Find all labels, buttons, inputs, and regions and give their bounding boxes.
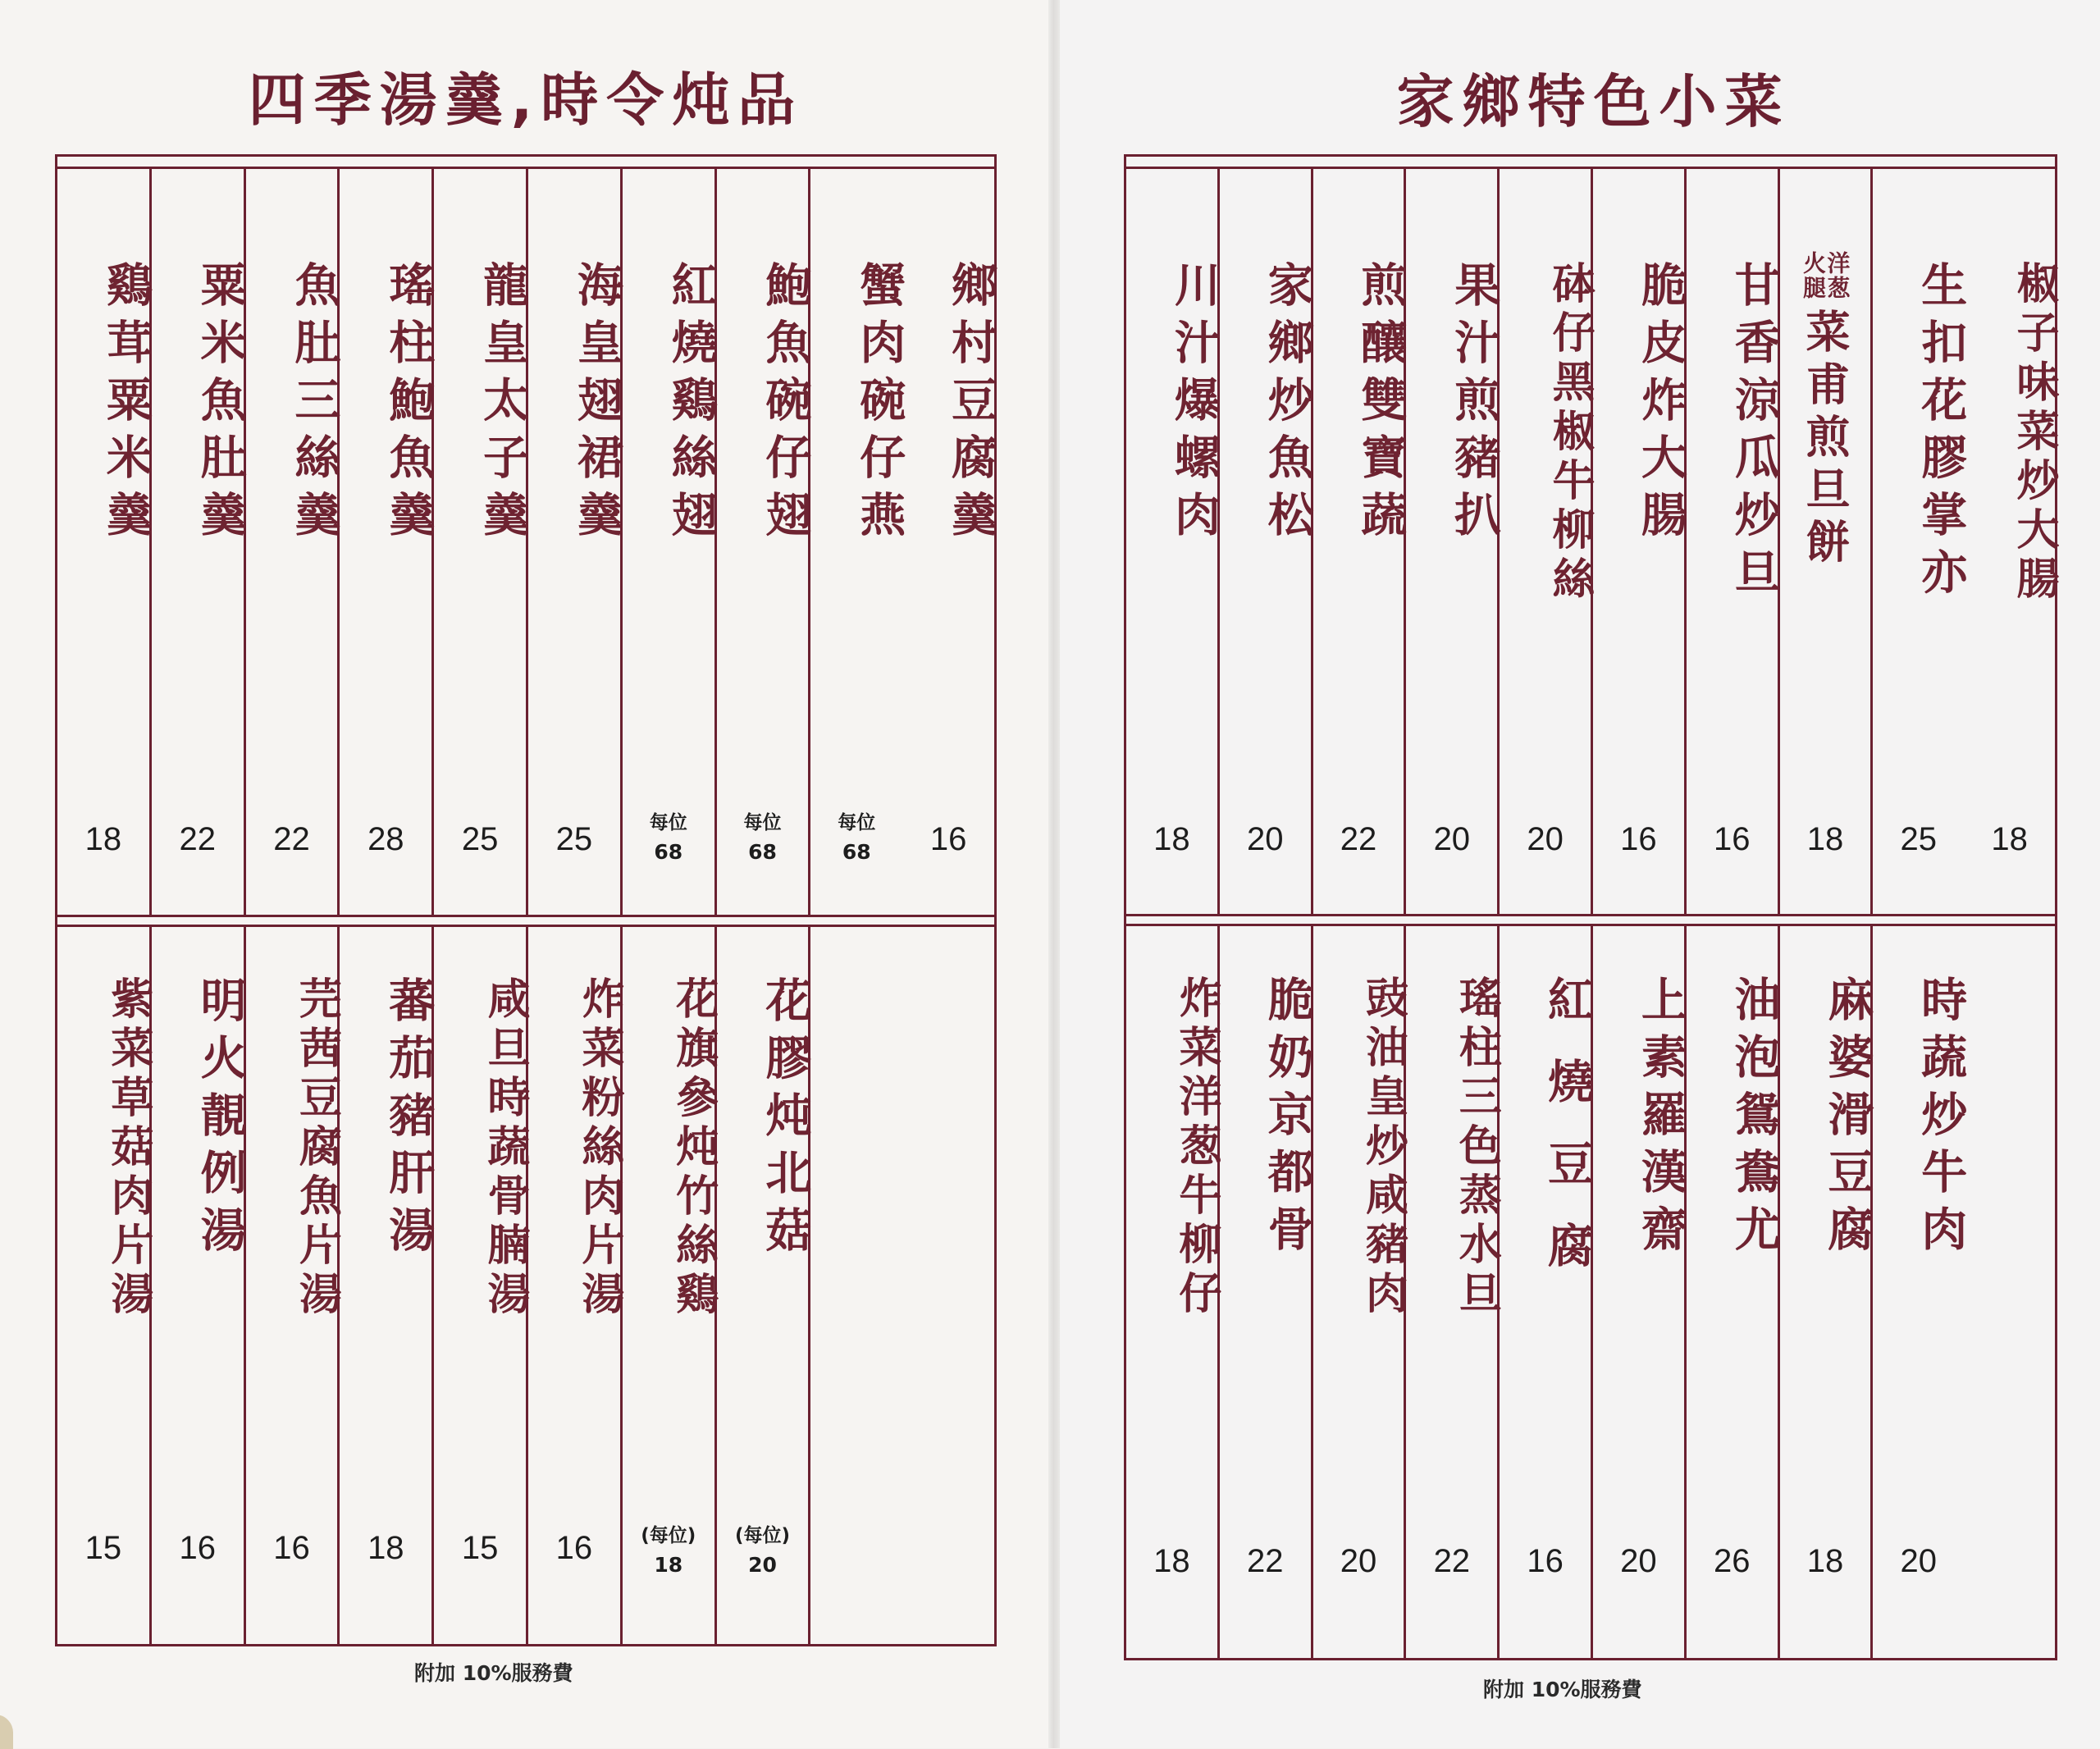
menu-item-column: [1684, 926, 1782, 1658]
menu-item-column: [1311, 169, 1408, 914]
menu-item-column: [714, 927, 813, 1644]
page-title: 四季湯羹,時令炖品: [248, 66, 804, 134]
menu-item-column: [902, 927, 994, 1644]
menu-item-column: [1870, 169, 1969, 914]
menu-item-name: 甘香涼瓜炒旦: [1727, 261, 1782, 605]
menu-item-name: 脆皮炸大腸: [1633, 261, 1688, 548]
menu-item-name: 煎釀雙寶蔬: [1354, 261, 1408, 548]
menu-table: [55, 154, 997, 1646]
menu-item-column: [431, 169, 531, 915]
menu-item-name: 蕃茄豬肝湯: [381, 976, 436, 1263]
menu-item-column: [1964, 169, 2059, 914]
menu-item-name: 龍皇太子羹: [476, 261, 531, 548]
menu-item-column: [1404, 926, 1502, 1658]
menu-item-price: 20: [1246, 821, 1284, 857]
menu-item-prefix: [1801, 251, 1850, 300]
menu-item-price: 18: [1153, 821, 1190, 857]
menu-item-price: 18: [1806, 821, 1844, 857]
menu-section-lower: [1126, 926, 2055, 1658]
menu-item-name: 魚肚三絲羹: [287, 261, 342, 548]
menu-item-name: 鄉村豆腐羹: [944, 261, 998, 548]
price-note: 每位: [649, 812, 687, 833]
menu-item-name: 瑤柱三色蒸水旦: [1451, 975, 1502, 1320]
section-divider: [1126, 914, 2055, 916]
menu-item-column: [57, 927, 153, 1644]
menu-item-name: 家鄉炒魚松: [1260, 261, 1315, 548]
menu-item-name: 鮑魚碗仔翅: [758, 261, 813, 548]
menu-item-column: [244, 927, 342, 1644]
menu-item-column: [1126, 169, 1221, 914]
price-note: (每位): [734, 1525, 791, 1546]
menu-item-column: [1964, 926, 2055, 1658]
menu-section-upper: [1126, 169, 2059, 914]
menu-item-column: [1497, 169, 1596, 914]
menu-item-column: [808, 169, 907, 915]
menu-item-name-block: [1801, 251, 1850, 571]
menu-item-name: 生扣花膠掌亦: [1914, 261, 1969, 605]
section-divider: [57, 915, 994, 917]
menu-item-column: [1217, 926, 1315, 1658]
menu-item-price: 18: [1153, 1543, 1190, 1579]
menu-item-price: 18: [84, 821, 122, 857]
menu-item-column: [57, 169, 153, 915]
menu-item-price: 22: [179, 821, 216, 857]
menu-item-price: 16: [555, 1530, 593, 1566]
menu-page-right: [1055, 0, 2100, 1748]
menu-item-column: [1217, 169, 1315, 914]
menu-item-name-group: [1780, 251, 1871, 571]
menu-item-price: 20: [748, 1553, 777, 1577]
menu-item-column: [902, 169, 998, 915]
menu-item-price: 22: [1340, 821, 1377, 857]
menu-item-name: 海皇翅裙羹: [569, 261, 624, 548]
menu-item-price: 15: [84, 1530, 122, 1566]
menu-item-column: [1870, 926, 1969, 1658]
menu-item-column: [1126, 926, 1221, 1658]
menu-item-price: 16: [1527, 1543, 1564, 1579]
menu-table: [1124, 154, 2057, 1660]
menu-item-name: 時蔬炒牛肉: [1914, 975, 1969, 1263]
menu-item-column: [149, 169, 248, 915]
menu-item-price: 26: [1713, 1543, 1751, 1579]
menu-item-price: 16: [179, 1530, 216, 1566]
menu-item-name: 砵仔黑椒牛柳絲: [1545, 261, 1596, 605]
menu-item-column: [1684, 169, 1782, 914]
menu-item-name: 麻婆滑豆腐: [1820, 975, 1875, 1263]
menu-item-price: 18: [1991, 821, 2028, 857]
menu-item-column: [431, 927, 531, 1644]
menu-item-column: [526, 927, 624, 1644]
menu-item-name: 芫茜豆腐魚片湯: [291, 976, 342, 1321]
menu-item-name: 咸旦時蔬骨腩湯: [480, 976, 531, 1321]
menu-item-column: [149, 927, 248, 1644]
menu-item-name: 花膠炖北菇: [758, 976, 813, 1263]
menu-item-column: [526, 169, 624, 915]
menu-item-column: [1778, 926, 1875, 1658]
menu-item-name: 紅燒豆腐: [1541, 975, 1596, 1304]
menu-item-name: 果汁煎豬扒: [1447, 261, 1502, 548]
menu-item-price: 68: [842, 840, 871, 864]
menu-item-prefix-text: 火腿: [1800, 251, 1827, 300]
menu-item-price: 22: [1433, 1543, 1471, 1579]
menu-item-price: 16: [1713, 821, 1751, 857]
menu-item-price: 16: [1620, 821, 1657, 857]
menu-item-name: 花旗參炖竹絲鷄: [668, 976, 719, 1321]
menu-item-price: 25: [1900, 821, 1938, 857]
menu-item-price: 68: [654, 840, 683, 864]
menu-item-name: 菜甫煎旦餅: [1799, 308, 1851, 571]
menu-item-price: 22: [273, 821, 310, 857]
menu-item-name: 紅燒鷄絲翅: [664, 261, 719, 548]
menu-item-column: [1591, 926, 1688, 1658]
menu-item-column: [620, 927, 719, 1644]
menu-item-name: 川汁爆螺肉: [1166, 261, 1221, 548]
menu-item-price: 20: [1620, 1543, 1657, 1579]
menu-item-column: [714, 169, 813, 915]
menu-item-name: 椒子味菜炒大腸: [2009, 261, 2059, 605]
menu-item-column: [337, 927, 436, 1644]
page-corner: [0, 1715, 13, 1749]
menu-item-price: 18: [368, 1530, 404, 1566]
menu-item-price: 20: [1340, 1543, 1377, 1579]
menu-item-name: 瑤柱鮑魚羹: [381, 261, 436, 548]
menu-item-column: [337, 169, 436, 915]
menu-item-column: [620, 169, 719, 915]
menu-item-price: 28: [368, 821, 404, 857]
menu-item-name: 鷄茸粟米羹: [98, 261, 153, 548]
menu-section-upper: [57, 169, 998, 915]
menu-item-price: 20: [1527, 821, 1564, 857]
menu-item-column: [1497, 926, 1596, 1658]
menu-item-price: 68: [748, 840, 777, 864]
menu-item-price: 20: [1900, 1543, 1938, 1579]
menu-item-name: 油泡鴛鴦尤: [1727, 975, 1782, 1263]
menu-item-price: 15: [461, 1530, 499, 1566]
menu-item-price: 25: [461, 821, 499, 857]
menu-item-price: 18: [1806, 1543, 1844, 1579]
menu-item-price: 16: [929, 821, 967, 857]
menu-section-lower: [57, 927, 994, 1644]
menu-item-price: 25: [555, 821, 593, 857]
menu-item-prefix-text: 洋葱: [1824, 251, 1851, 300]
menu-item-column: [1778, 169, 1871, 914]
menu-item-name: 紫菜草菇肉片湯: [103, 976, 153, 1321]
menu-item-name: 粟米魚肚羹: [193, 261, 248, 548]
book-spine: [1048, 0, 1060, 1748]
service-charge-note: 附加 10%服務費: [414, 1661, 573, 1685]
menu-item-column: [1404, 169, 1502, 914]
menu-item-price: 16: [273, 1530, 310, 1566]
menu-item-name: 炸菜洋葱牛柳仔: [1171, 975, 1221, 1320]
price-note: 每位: [743, 812, 782, 833]
menu-item-price: 20: [1433, 821, 1471, 857]
page-title: 家鄉特色小菜: [1396, 68, 1791, 135]
menu-item-name: 炸菜粉絲肉片湯: [573, 976, 624, 1321]
menu-item-column: [1311, 926, 1408, 1658]
menu-item-name: 豉油皇炒咸豬肉: [1358, 975, 1408, 1320]
menu-item-name: 蟹肉碗仔燕: [852, 261, 907, 548]
service-charge-note: 附加 10%服務費: [1483, 1678, 1642, 1701]
menu-item-name: 明火靚例湯: [193, 976, 248, 1263]
price-note: (每位): [641, 1525, 696, 1546]
menu-item-price: 18: [654, 1553, 683, 1577]
menu-item-name: 上素羅漢齋: [1633, 975, 1688, 1263]
menu-item-column: [808, 927, 902, 1644]
menu-item-column: [244, 169, 342, 915]
menu-item-name: 脆奶京都骨: [1260, 975, 1315, 1263]
menu-item-column: [1591, 169, 1688, 914]
menu-item-price: 22: [1246, 1543, 1284, 1579]
price-note: 每位: [838, 812, 876, 833]
